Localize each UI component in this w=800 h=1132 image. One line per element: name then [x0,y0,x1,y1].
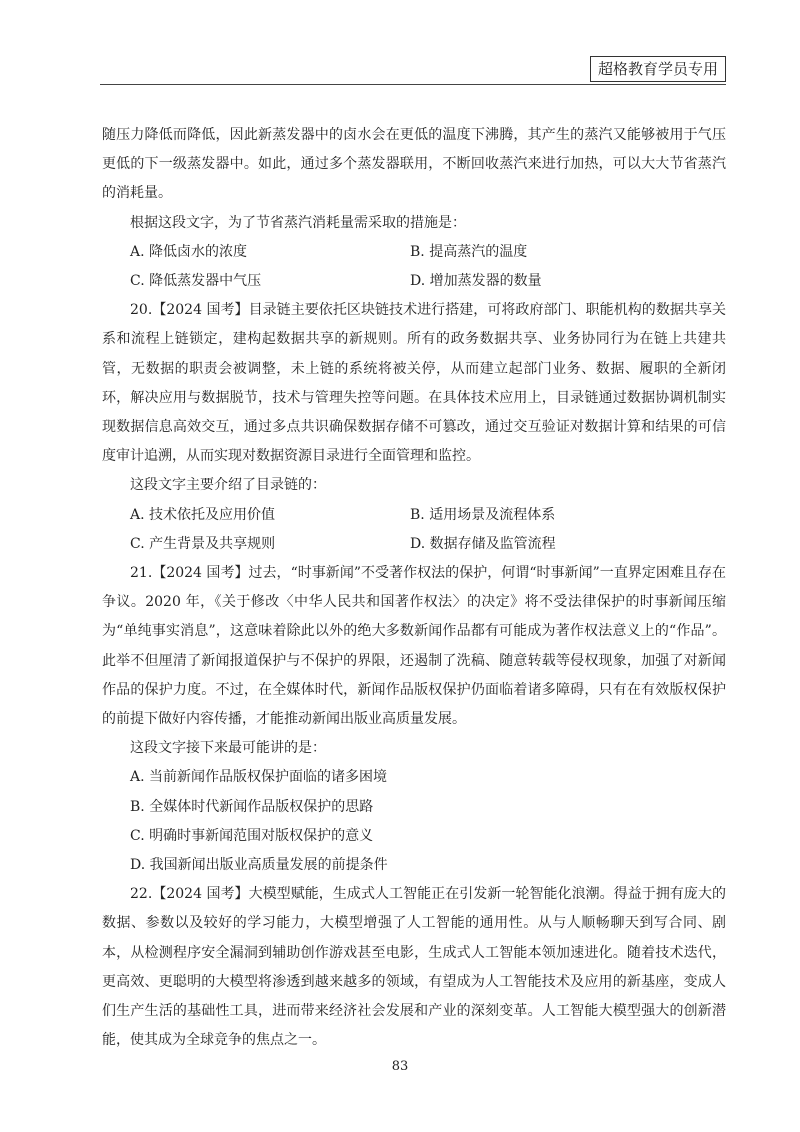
q21-option-c: C. 明确时事新闻范围对版权保护的意义 [130,827,374,844]
q20-passage: 20.【2024 国考】目录链主要依托区块链技术进行搭建，可将政府部门、职能机构的数据共享关系和流程上链锁定，建构起数据共享的新规则。所有的政务数据共享、业务协同行为在链上共建共管，无数据的职责会被调整，未上链的系统将被关停，从而建立起部门业务、数据、履职的全新闭环，解决应用与数据脱节，技术与管理失控等问题。在具体技术应用上，目录链通过数据协调机制实现数据信息高效交互，通过多点共识确保数据存储不可篡改，通过交互验证对数据计算和结果的可信度审计追溯，从而实现对数据资源目录进行全面管理和监控。 [102,302,726,465]
page-number: 83 [391,1059,409,1074]
page-content [102,121,726,1056]
q21-question: 这段文字接下来最可能讲的是： [130,740,326,757]
q20-option-b: B. 适用场景及流程体系 [410,506,556,523]
q20-options-row-2 [102,530,726,559]
watermark-stamp: 超格教育学员专用 [590,56,726,82]
header-rule [100,84,726,85]
continued-passage: 随压力降低而降低，因此新蒸发器中的卤水会在更低的温度下沸腾，其产生的蒸汽又能够被用于气压更低的下一级蒸发器中。如此，通过多个蒸发器联用，不断回收蒸汽来进行加热，可以大大节省蒸汽的消耗量。 [102,127,726,202]
q19-option-d: D. 增加蒸发器的数量 [410,273,542,290]
q21-option-b: B. 全媒体时代新闻作品版权保护的思路 [130,798,374,815]
q20-options-row-1 [102,501,726,530]
q19-option-b: B. 提高蒸汽的温度 [410,243,528,260]
q19-options-row-2 [102,267,726,296]
q20-option-d: D. 数据存储及监管流程 [410,535,556,552]
q21-option-d: D. 我国新闻出版业高质量发展的前提条件 [130,857,388,874]
q21-passage: 21.【2024 国考】过去，“时事新闻”不受著作权法的保护，何谓“时事新闻”一直界定困难且存在争议。2020 年，《关于修改〈中华人民共和国著作权法〉的决定》将不受法律保护的时事新闻压缩为“单纯事实消息”，这意味着除此以外的绝大多数新闻作品都有可能成为著作权法意义上的“作品”。此举不但厘清了新闻报道保护与不保护的界限，还遏制了洗稿、随意转载等侵权现象，加强了对新闻作品的保护力度。不过，在全媒体时代，新闻作品版权保护仍面临着诸多障碍，只有在有效版权保护的前提下做好内容传播，才能推动新闻出版业高质量发展。 [102,565,726,728]
q20-question: 这段文字主要介绍了目录链的： [130,477,326,494]
q22-passage: 22.【2024 国考】大模型赋能，生成式人工智能正在引发新一轮智能化浪潮。得益于拥有庞大的数据、参数以及较好的学习能力，大模型增强了人工智能的通用性。从与人顺畅聊天到写合同、剧本，从检测程序安全漏洞到辅助创作游戏甚至电影，生成式人工智能本领加速进化。随着技术迭代，更高效、更聪明的大模型将渗透到越来越多的领域，有望成为人工智能技术及应用的新基座，变成人们生产生活的基础性工具，进而带来经济社会发展和产业的深刻变革。人工智能大模型强大的创新潜能，使其成为全球竞争的焦点之一。 [102,886,726,1049]
q21-option-a: A. 当前新闻作品版权保护面临的诸多困境 [130,769,388,786]
q19-question: 根据这段文字，为了节省蒸汽消耗量需采取的措施是： [130,214,466,231]
q20-option-a: A. 技术依托及应用价值 [130,506,276,523]
q20-option-c: C. 产生背景及共享规则 [130,535,276,552]
q19-options-row-1 [102,238,726,267]
q19-option-c: C. 降低蒸发器中气压 [130,273,262,290]
q19-option-a: A. 降低卤水的浓度 [130,243,248,260]
